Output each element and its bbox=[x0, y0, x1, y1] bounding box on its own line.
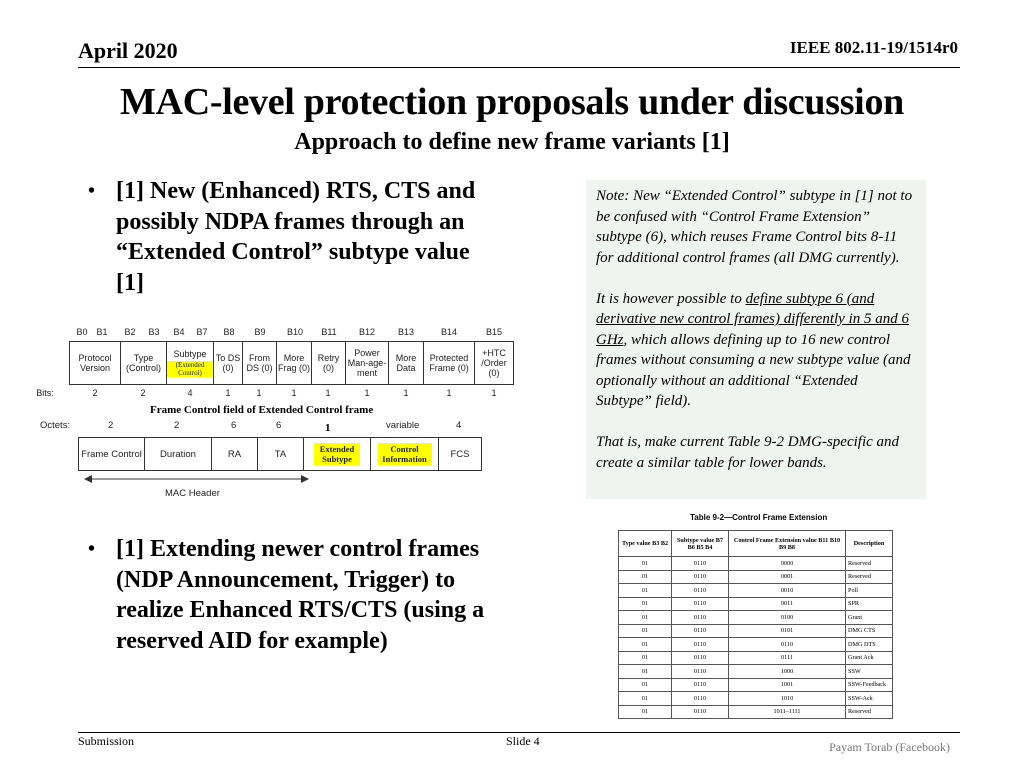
table-cell: SSW-Ack bbox=[846, 692, 893, 706]
bullet-dot-icon: • bbox=[88, 180, 96, 202]
bit-count: 4 bbox=[187, 388, 193, 398]
mac-field-control-information: Control Information bbox=[378, 443, 432, 465]
mac-field-extended-subtype: Extended Subtype bbox=[314, 443, 360, 465]
octet-count: 2 bbox=[108, 420, 114, 431]
bullet-2 bbox=[88, 534, 486, 656]
table-header: Subtype value B7 B6 B5 B4 bbox=[672, 531, 729, 557]
table-header-row bbox=[619, 531, 893, 557]
table-cell: 0110 bbox=[672, 557, 729, 571]
table-cell: SPR bbox=[846, 597, 893, 611]
bullet-1-text: [1] New (Enhanced) RTS, CTS and possibly NDPA frames through an “Extended Control” subtype value [1] bbox=[116, 178, 476, 296]
bit-label: B13 bbox=[397, 327, 414, 337]
table-9-2 bbox=[618, 530, 893, 719]
mac-header-arrow-icon bbox=[84, 472, 309, 486]
bit-count: 2 bbox=[140, 388, 146, 398]
table-cell: 0110 bbox=[672, 692, 729, 706]
bit-count: 1 bbox=[325, 388, 331, 398]
table-cell: 01 bbox=[619, 638, 672, 652]
table-cell: 0110 bbox=[672, 651, 729, 665]
mac-field bbox=[303, 437, 371, 471]
fc-field: Type (Control) bbox=[120, 341, 167, 385]
footer-divider bbox=[78, 732, 960, 733]
fc-field: More Data bbox=[388, 341, 424, 385]
bit-label: B0 bbox=[76, 327, 88, 337]
table-cell: DMG DTS bbox=[846, 638, 893, 652]
octet-count: variable bbox=[386, 420, 420, 431]
table-cell: 1000 bbox=[729, 665, 846, 679]
frame-control-caption: Frame Control field of Extended Control frame bbox=[150, 404, 374, 416]
table-cell: 0110 bbox=[672, 705, 729, 719]
table-header: Description bbox=[846, 531, 893, 557]
octet-count: 4 bbox=[456, 420, 462, 431]
octet-count: 2 bbox=[174, 420, 180, 431]
mac-field: TA bbox=[257, 437, 304, 471]
octet-count: 6 bbox=[276, 420, 282, 431]
mac-field: Frame Control bbox=[78, 437, 145, 471]
table-cell: Grant bbox=[846, 611, 893, 625]
bit-label: B14 bbox=[440, 327, 457, 337]
bit-label: B15 bbox=[485, 327, 502, 337]
table-header: Type value B3 B2 bbox=[619, 531, 672, 557]
table-cell: SSW bbox=[846, 665, 893, 679]
table-cell: 01 bbox=[619, 611, 672, 625]
bit-label: B9 bbox=[254, 327, 266, 337]
bit-label: B10 bbox=[286, 327, 303, 337]
table-cell: Reserved bbox=[846, 705, 893, 719]
table-cell: 1010 bbox=[729, 692, 846, 706]
note-p2-pre: It is however possible to bbox=[596, 290, 746, 307]
table-cell: 0000 bbox=[729, 557, 846, 571]
bit-count: 1 bbox=[225, 388, 231, 398]
footer-slide-number: Slide 4 bbox=[506, 734, 540, 748]
bullet-2-text: [1] Extending newer control frames (NDP Announcement, Trigger) to realize Enhanced RTS/CTS (using a reserved AID for example) bbox=[116, 536, 485, 654]
table-cell: 01 bbox=[619, 692, 672, 706]
table-cell: Reserved bbox=[846, 570, 893, 584]
note-p2-underlined: define subtype 6 (and derivative new control frames) differently in 5 and 6 GHz bbox=[596, 290, 909, 348]
table-cell: 0001 bbox=[729, 570, 846, 584]
table-cell: 0110 bbox=[672, 584, 729, 598]
fc-field: +HTC /Order (0) bbox=[474, 341, 514, 385]
table-cell: 01 bbox=[619, 624, 672, 638]
table-cell: 0110 bbox=[672, 678, 729, 692]
bit-count: 1 bbox=[403, 388, 409, 398]
table-cell: 01 bbox=[619, 570, 672, 584]
frame-control-caption-ref: 1 bbox=[325, 422, 331, 434]
mac-field: RA bbox=[211, 437, 258, 471]
note-paragraph-1: Note: New “Extended Control” subtype in [1] not to be confused with “Control Frame Extension” subtype (6), which reuses Frame Control bits 8-11 for additional control frames (all DMG currently). bbox=[596, 188, 913, 266]
note-p2-post: , which allows defining up to 16 new control frames without consuming a new subtype value (and optionally without an additional “Extended Subtype” field). bbox=[596, 331, 911, 409]
table-row bbox=[619, 611, 893, 625]
footer-author: Payam Torab (Facebook) bbox=[829, 740, 950, 754]
table-cell: 0111 bbox=[729, 651, 846, 665]
mac-field bbox=[370, 437, 439, 471]
table-cell: 0100 bbox=[729, 611, 846, 625]
fc-field: Power Man-age-ment bbox=[345, 341, 389, 385]
header-divider bbox=[78, 67, 960, 68]
table-row bbox=[619, 692, 893, 706]
table-cell: 01 bbox=[619, 557, 672, 571]
bit-label: B11 bbox=[321, 327, 337, 337]
octet-count: 6 bbox=[231, 420, 237, 431]
table-row bbox=[619, 624, 893, 638]
table-row bbox=[619, 665, 893, 679]
table-cell: 1011–1111 bbox=[729, 705, 846, 719]
table-cell: 01 bbox=[619, 665, 672, 679]
table-cell: Grant Ack bbox=[846, 651, 893, 665]
bit-label: B12 bbox=[358, 327, 375, 337]
table-cell: Reserved bbox=[846, 557, 893, 571]
table-cell: DMG CTS bbox=[846, 624, 893, 638]
slide-subtitle: Approach to define new frame variants [1] bbox=[294, 129, 730, 155]
fc-field: Protected Frame (0) bbox=[423, 341, 475, 385]
bit-count: 1 bbox=[291, 388, 297, 398]
bit-label: B8 bbox=[223, 327, 235, 337]
table-cell: 01 bbox=[619, 584, 672, 598]
bit-count: 2 bbox=[92, 388, 98, 398]
octets-row-label: Octets: bbox=[40, 420, 71, 431]
table-cell: 0110 bbox=[672, 611, 729, 625]
bits-row-label: Bits: bbox=[36, 388, 54, 398]
bit-count: 1 bbox=[256, 388, 262, 398]
table-cell: 0110 bbox=[672, 597, 729, 611]
fc-field: To DS (0) bbox=[213, 341, 243, 385]
table-cell: 0110 bbox=[672, 624, 729, 638]
table-cell: 0010 bbox=[729, 584, 846, 598]
mac-field: Duration bbox=[144, 437, 212, 471]
table-row bbox=[619, 678, 893, 692]
bit-count: 1 bbox=[446, 388, 452, 398]
slide-title: MAC-level protection proposals under discussion bbox=[120, 81, 904, 123]
note-paragraph-3: That is, make current Table 9-2 DMG-specific and create a similar table for lower bands. bbox=[596, 434, 900, 471]
table-row bbox=[619, 638, 893, 652]
table-row bbox=[619, 597, 893, 611]
footer-submission: Submission bbox=[78, 734, 135, 748]
table-cell: 0110 bbox=[729, 638, 846, 652]
note-paragraph-2 bbox=[586, 289, 926, 412]
table-cell: 1001 bbox=[729, 678, 846, 692]
table-cell: Poll bbox=[846, 584, 893, 598]
fc-field: Retry (0) bbox=[311, 341, 346, 385]
table-row bbox=[619, 557, 893, 571]
table-cell: 0110 bbox=[672, 570, 729, 584]
table-row bbox=[619, 570, 893, 584]
bit-label: B1 bbox=[96, 327, 108, 337]
bit-label: B7 bbox=[196, 327, 208, 337]
bit-label: B2 bbox=[124, 327, 136, 337]
table-cell: 0011 bbox=[729, 597, 846, 611]
table-header: Control Frame Extension value B11 B10 B9 B8 bbox=[729, 531, 846, 557]
fc-field: Protocol Version bbox=[69, 341, 121, 385]
bit-count: 1 bbox=[491, 388, 497, 398]
table-cell: 01 bbox=[619, 705, 672, 719]
fc-field: From DS (0) bbox=[242, 341, 277, 385]
bit-label: B4 bbox=[173, 327, 185, 337]
fc-field-subtype-note: (Extended Control) bbox=[167, 361, 213, 377]
bullet-1 bbox=[88, 176, 486, 298]
table-cell: 01 bbox=[619, 597, 672, 611]
table-row bbox=[619, 705, 893, 719]
mac-field: FCS bbox=[438, 437, 482, 471]
fc-field: More Frag (0) bbox=[276, 341, 312, 385]
table-row bbox=[619, 584, 893, 598]
header-date: April 2020 bbox=[78, 38, 178, 63]
table-cell: 01 bbox=[619, 678, 672, 692]
table-row bbox=[619, 651, 893, 665]
fc-field-subtype bbox=[166, 341, 214, 385]
bit-label: B3 bbox=[148, 327, 160, 337]
fc-field-label: Subtype bbox=[173, 349, 207, 359]
table-cell: 01 bbox=[619, 651, 672, 665]
table-cell: 0110 bbox=[672, 665, 729, 679]
table-9-2-title: Table 9-2—Control Frame Extension bbox=[690, 513, 828, 522]
bit-count: 1 bbox=[364, 388, 370, 398]
mac-header-label: MAC Header bbox=[165, 488, 220, 499]
bullet-dot-icon: • bbox=[88, 538, 96, 560]
table-cell: SSW-Feedback bbox=[846, 678, 893, 692]
table-cell: 0110 bbox=[672, 638, 729, 652]
header-doc-id: IEEE 802.11-19/1514r0 bbox=[789, 38, 958, 57]
note-box bbox=[586, 180, 926, 499]
table-cell: 0101 bbox=[729, 624, 846, 638]
